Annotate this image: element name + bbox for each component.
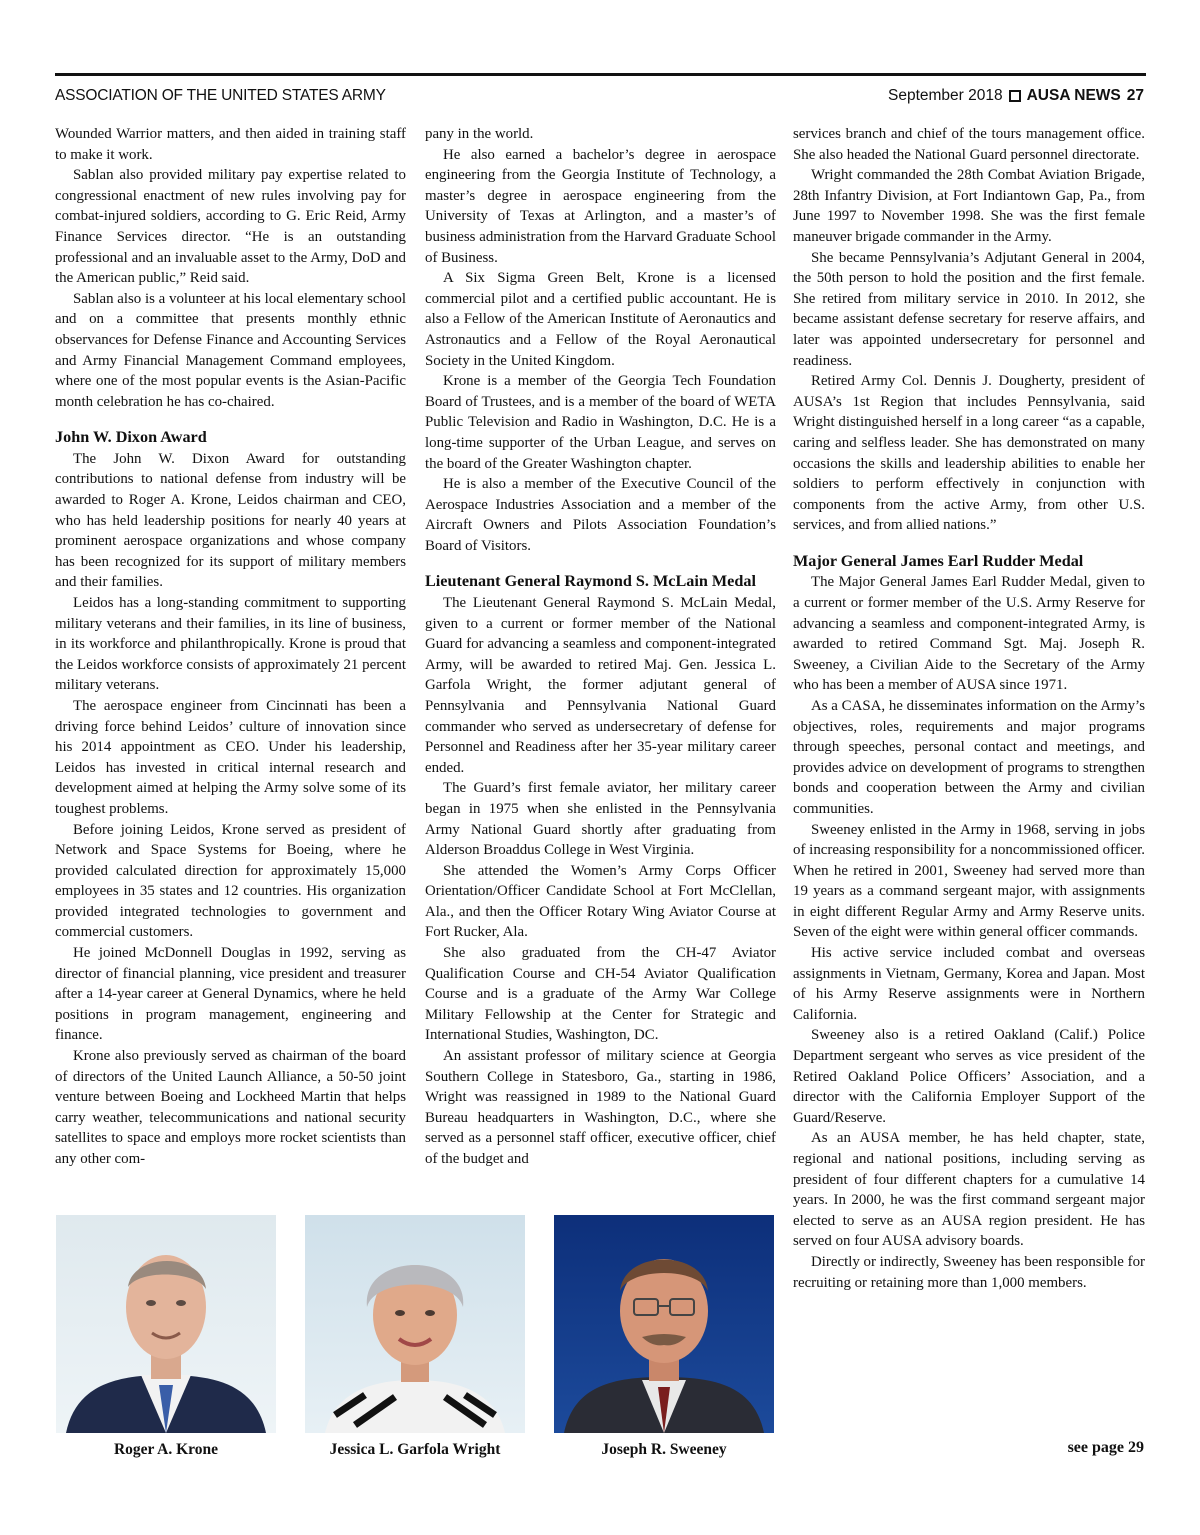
paragraph: Sweeney also is a retired Oakland (Calif.) Police Department sergeant who serves as vice president of the Retired Oakland Police Officers’ Association, and a director with the California Employer Support of the Guard/Reserve. — [793, 1027, 1145, 1126]
paragraph: Before joining Leidos, Krone served as president of Network and Space Systems for Boeing, where he provided calculated direction for approximately 15,000 employees in 35 states and 12 countries. His organization provided integrated technologies to government and commercial customers. — [55, 821, 406, 941]
photo-caption: Roger A. Krone — [113, 1441, 219, 1458]
paragraph: As a CASA, he disseminates information on the Army’s objectives, roles, requirements and major programs through speeches, personal contact and meetings, and provides advice on development of programs to strengthen bonds and cooperation between the Army and civilian communities. — [793, 697, 1145, 817]
photo-caption: Jessica L. Garfola Wright — [329, 1441, 501, 1458]
paragraph: The John W. Dixon Award for outstanding contributions to national defense from industry will be awarded to Roger A. Krone, Leidos chairman and CEO, who has held leadership positions for nearly 40 years at prominent aerospace organizations and whose company has been recognized for its support of military members and their families. — [55, 450, 406, 591]
photo-caption: Joseph R. Sweeney — [601, 1441, 727, 1458]
paragraph: Krone also previously served as chairman of the board of directors of the United Launch Alliance, a 50-50 joint venture between Boeing and Lockheed Martin that helps carry weather, telecommunications and national security satellites to space and employs more rocket scientists than any other com- — [55, 1048, 406, 1167]
paragraph: The aerospace engineer from Cincinnati has been a driving force behind Leidos’ culture of innovation since his 2014 appointment as CEO. Under his leadership, Leidos has invested in critical internal research and development aimed at helping the Army solve some of its toughest problems. — [55, 697, 406, 817]
paragraph: As an AUSA member, he has held chapter, state, regional and national positions, including serving as president of four different chapters for a cumulative 14 years. In 2000, he was the first command sergeant major elected to serve as an AUSA region president. He has served on four AUSA advisory boards. — [793, 1130, 1145, 1250]
paragraph: Leidos has a long-standing commitment to supporting military veterans and their families, in its line of business, in its workforce and philanthropically. Krone is proud that the Leidos workforce consists of approximately 21 percent military veterans. — [55, 594, 406, 694]
paragraph: She also graduated from the CH-47 Aviator Qualification Course and CH-54 Aviator Qualification Course and is a graduate of the Army War College Military Fellowship at the Center for Strategic and International Studies, Washington, DC. — [425, 945, 776, 1044]
portrait-sweeney-image — [554, 1215, 774, 1433]
portrait-wright-image — [305, 1215, 525, 1433]
portrait-krone-image — [56, 1215, 276, 1433]
paragraph: Wright commanded the 28th Combat Aviation Brigade, 28th Infantry Division, at Fort Indiantown Gap, Pa., from June 1997 to November 1998. She was the first female maneuver brigade commander in the Army. — [793, 167, 1145, 245]
paragraph: He is also a member of the Executive Council of the Aerospace Industries Association and a member of the Aircraft Owners and Pilots Association Foundation’s Board of Visitors. — [425, 476, 776, 554]
paragraph: She became Pennsylvania’s Adjutant General in 2004, the 50th person to hold the position and the first female. She retired from military service in 2010. In 2012, she became assistant defense secretary for reserve affairs, and later was appointed undersecretary for personnel and readiness. — [793, 249, 1145, 369]
page-number: 27 — [1126, 87, 1144, 104]
section-heading: Major General James Earl Rudder Medal — [793, 551, 1084, 570]
article-column-2 — [425, 124, 776, 1170]
paragraph: Krone is a member of the Georgia Tech Foundation Board of Trustees, and is a member of the board of WETA Public Television and Radio in Washington, D.C. He is a long-time supporter of the Urban League, and serves on the board of the Greater Washington chapter. — [425, 373, 776, 472]
portrait-wright — [305, 1215, 525, 1433]
section-heading: John W. Dixon Award — [55, 428, 207, 447]
section-heading: Lieutenant General Raymond S. McLain Medal — [425, 572, 756, 591]
paragraph: The Lieutenant General Raymond S. McLain Medal, given to a current or former member of the National Guard for advancing a seamless and component-integrated Army, will be awarded to retired Maj. Gen. Jessica L. Garfola Wright, the former adjutant general of Pennsylvania and Pennsylvania National Guard commander who served as undersecretary of defense for Personnel and Readiness after her 35-year military career ended. — [425, 594, 776, 776]
paragraph: She attended the Women’s Army Corps Officer Orientation/Officer Candidate School at Fort McClellan, Ala., and then the Officer Rotary Wing Aviator Course at Fort Rucker, Ala. — [425, 862, 776, 941]
header-date: September 2018 — [887, 87, 1003, 104]
paragraph: Sablan also provided military pay expertise related to congressional enactment of new rules involving pay for combat-injured soldiers, according to G. Eric Reid, Army Finance Services director. “He is an outstanding professional and an invaluable asset to the Army, DoD and the American public,” Reid said. — [55, 167, 406, 287]
article-column-3 — [793, 124, 1145, 1293]
portrait-sweeney — [554, 1215, 774, 1433]
header-publication: AUSA NEWS — [1026, 87, 1121, 104]
paragraph: A Six Sigma Green Belt, Krone is a licensed commercial pilot and a certified public accountant. He is also a Fellow of the American Institute of Aeronautics and Astronautics and a Fellow of the Royal Aeronautical Society in the United Kingdom. — [425, 270, 776, 369]
header-org: ASSOCIATION OF THE UNITED STATES ARMY — [55, 87, 386, 104]
paragraph: The Guard’s first female aviator, her military career began in 1975 when she enlisted in the Pennsylvania Army National Guard shortly after graduating from Alderson Broaddus College in West Virginia. — [425, 780, 776, 859]
header-meta — [888, 87, 1144, 105]
paragraph: An assistant professor of military science at Georgia Southern College in Statesboro, Ga., starting in 1986, Wright was reassigned in 1989 to the National Guard Bureau headquarters in Washington, D.C., where she served as a personnel staff officer, executive officer, chief of the budget and — [425, 1048, 776, 1167]
continued-link[interactable]: see page 29 — [1067, 1439, 1144, 1456]
paragraph: He also earned a bachelor’s degree in aerospace engineering from the Georgia Institute of Technology, a master’s degree in aerospace engineering from the University of Texas at Arlington, and a master’s of business administration from the Harvard Graduate School of Business. — [425, 146, 776, 266]
checkbox-square-icon — [1009, 90, 1021, 102]
paragraph: Retired Army Col. Dennis J. Dougherty, president of AUSA’s 1st Region that includes Pennsylvania, said Wright distinguished herself in a long career “as a capable, caring and selfless leader. She has demonstrated on many occasions the skills and leadership abilities to enable her soldiers to perform effectively in conjunction with components from the active Army, from other U.S. services, and from allied nations.” — [793, 373, 1145, 534]
paragraph: Wounded Warrior matters, and then aided in training staff to make it work. — [55, 126, 406, 163]
paragraph: Directly or indirectly, Sweeney has been responsible for recruiting or retaining more than 1,000 members. — [793, 1253, 1145, 1291]
paragraph: His active service included combat and overseas assignments in Vietnam, Germany, Korea and Japan. Most of his Army Reserve assignments were in Northern California. — [793, 945, 1145, 1023]
article-column-1 — [55, 124, 406, 1170]
paragraph: Sablan also is a volunteer at his local elementary school and on a committee that presents monthly ethnic observances for Defense Finance and Accounting Services and Army Financial Management Command employees, where one of the most popular events is the Asian-Pacific month celebration he has co-chaired. — [55, 290, 406, 410]
header-rule — [55, 73, 1146, 76]
paragraph: Sweeney enlisted in the Army in 1968, serving in jobs of increasing responsibility for a noncommissioned officer. When he retired in 2001, Sweeney had served more than 19 years as a command sergeant major, with assignments in eight different Regular Army and Army Reserve units. Seven of the eight were within general officer commands. — [793, 821, 1145, 941]
paragraph: services branch and chief of the tours management office. She also headed the National Guard personnel directorate. — [793, 126, 1145, 163]
paragraph: He joined McDonnell Douglas in 1992, serving as director of financial planning, vice president and treasurer after a 14-year career at General Dynamics, where he held positions in program management, engineering and finance. — [55, 945, 406, 1044]
portrait-krone — [56, 1215, 276, 1433]
paragraph: pany in the world. — [425, 126, 534, 142]
paragraph: The Major General James Earl Rudder Medal, given to a current or former member of the U.S. Army Reserve for advancing a seamless and component-integrated Army, is awarded to retired Command Sgt. Maj. Joseph R. Sweeney, a Civilian Aide to the Secretary of the Army who has been a member of AUSA since 1971. — [793, 574, 1145, 694]
